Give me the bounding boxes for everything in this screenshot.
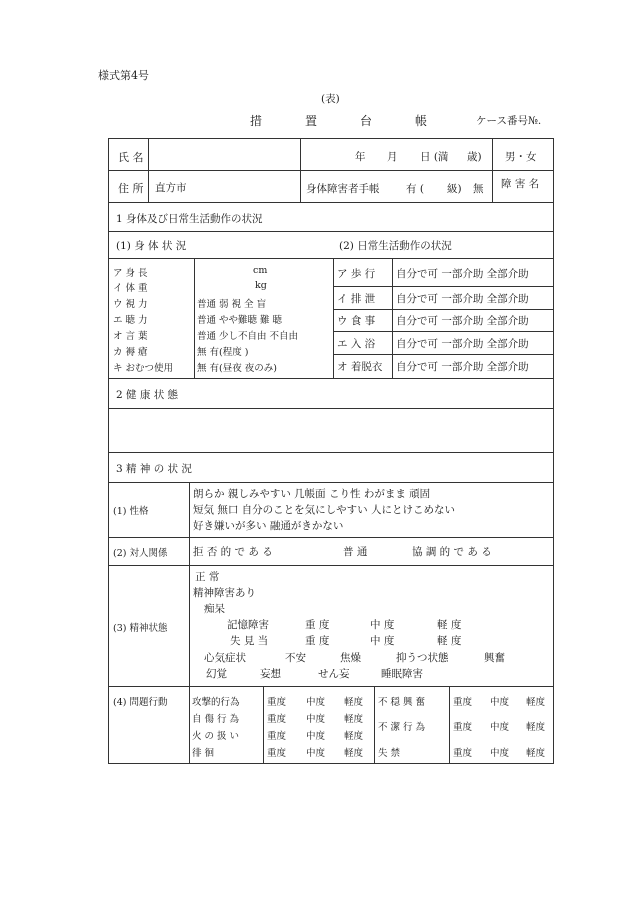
behavior-item: 自 傷 行 為 [192, 714, 240, 725]
behavior-item: 不 潔 行 為 [378, 722, 426, 733]
symptom-option[interactable]: 興奮 [484, 652, 505, 664]
section2-title: 2 健 康 状 態 [116, 389, 179, 401]
adl-heading: (2) 日常生活動作の状況 [339, 240, 452, 252]
severity-option[interactable]: 中 度 [370, 619, 395, 631]
level-option[interactable]: 中度 [490, 722, 510, 733]
level-option[interactable]: 重度 [453, 722, 473, 733]
physical-label: エ 聴 力 [113, 315, 148, 326]
address-value[interactable]: 直方市 [155, 182, 187, 194]
physical-label: オ 言 葉 [113, 331, 148, 342]
symptom-option[interactable]: 幻覚 [206, 668, 227, 680]
adl-options[interactable]: 自分で可 一部介助 全部介助 [396, 268, 529, 280]
disorientation-label: 失 見 当 [230, 635, 269, 647]
sex-option[interactable]: 男・女 [505, 151, 537, 163]
level-option[interactable]: 重度 [453, 697, 473, 708]
level-option[interactable]: 軽度 [344, 748, 364, 759]
health-status-field[interactable] [110, 410, 552, 450]
diaper-options[interactable]: 無 有(昼夜 夜のみ) [197, 363, 277, 374]
physical-label: イ 体 重 [113, 283, 148, 294]
adl-options[interactable]: 自分で可 一部介助 全部介助 [396, 361, 529, 373]
level-option[interactable]: 中度 [490, 748, 510, 759]
level-option[interactable]: 重度 [267, 748, 287, 759]
severity-option[interactable]: 重 度 [305, 635, 330, 647]
level-option[interactable]: 重度 [453, 748, 473, 759]
physical-label: カ 褥 瘡 [113, 347, 148, 358]
physical-status-heading: (1) 身 体 状 況 [116, 240, 187, 252]
handbook-none-option[interactable]: 無 [473, 183, 484, 195]
symptom-option[interactable]: 妄想 [260, 668, 281, 680]
behavior-label: (4) 問題行動 [113, 697, 168, 708]
behavior-item: 徘 徊 [192, 748, 215, 759]
symptom-option[interactable]: 抑うつ状態 [396, 652, 449, 664]
address-label: 住 所 [118, 182, 144, 195]
vision-options[interactable]: 普通 弱 視 全 盲 [197, 299, 267, 310]
symptom-option[interactable]: 不安 [285, 652, 306, 664]
adl-label: ア 歩 行 [337, 268, 376, 280]
level-option[interactable]: 重度 [267, 731, 287, 742]
relations-option-refusing[interactable]: 拒 否 的 で あ る [193, 546, 273, 558]
adl-label: ウ 食 事 [337, 315, 376, 327]
level-option[interactable]: 中度 [306, 748, 326, 759]
adl-options[interactable]: 自分で可 一部介助 全部介助 [396, 293, 529, 305]
mental-disorder-option[interactable]: 精神障害あり [193, 587, 256, 599]
severity-option[interactable]: 軽 度 [437, 635, 462, 647]
speech-options[interactable]: 普通 少し不自由 不自由 [197, 331, 299, 342]
level-option[interactable]: 軽度 [344, 697, 364, 708]
adl-options[interactable]: 自分で可 一部介助 全部介助 [396, 315, 529, 327]
weight-unit[interactable]: kg [255, 280, 267, 291]
section1-title: 1 身体及び日常生活動作の状況 [116, 213, 263, 225]
level-option[interactable]: 軽度 [526, 748, 546, 759]
severity-option[interactable]: 中 度 [370, 635, 395, 647]
handbook-has-option[interactable]: 有 ( [406, 183, 424, 195]
symptom-option[interactable]: 心気症状 [204, 652, 246, 664]
behavior-item: 火 の 扱 い [192, 731, 240, 742]
handbook-label: 身体障害者手帳 [306, 183, 380, 195]
form-number: 様式第4号 [98, 69, 149, 82]
symptom-option[interactable]: 焦燥 [340, 652, 361, 664]
personality-options[interactable]: 好き嫌いが多い 融通がきかない [193, 520, 344, 532]
handbook-grade: 級) [447, 183, 462, 195]
adl-label: イ 排 泄 [337, 293, 376, 305]
physical-label: ウ 視 力 [113, 299, 148, 310]
adl-label: オ 着脱衣 [337, 361, 383, 373]
form-side-label: (表) [321, 93, 340, 105]
bedsore-options[interactable]: 無 有(程度 ) [197, 347, 249, 358]
level-option[interactable]: 軽度 [526, 697, 546, 708]
severity-option[interactable]: 軽 度 [437, 619, 462, 631]
mental-state-label: (3) 精神状態 [113, 623, 168, 634]
level-option[interactable]: 軽度 [344, 731, 364, 742]
height-unit[interactable]: cm [253, 265, 268, 276]
level-option[interactable]: 中度 [306, 714, 326, 725]
level-option[interactable]: 重度 [267, 714, 287, 725]
physical-label: キ おむつ使用 [113, 363, 174, 374]
mental-normal-option[interactable]: 正 常 [195, 571, 220, 583]
section3-title: 3 精 神 の 状 況 [116, 463, 192, 475]
relations-option-normal[interactable]: 普 通 [343, 546, 368, 558]
behavior-item: 不 穏 興 奮 [378, 697, 426, 708]
personality-options[interactable]: 朗らか 親しみやすい 几帳面 こり性 わがまま 頑固 [193, 488, 431, 500]
case-number-label: ケース番号№. [476, 115, 542, 127]
symptom-option[interactable]: せん妄 [318, 668, 350, 680]
level-option[interactable]: 軽度 [526, 722, 546, 733]
hearing-options[interactable]: 普通 やや難聴 難 聴 [197, 315, 283, 326]
name-field[interactable] [150, 140, 298, 168]
personality-label: (1) 性格 [113, 506, 149, 517]
severity-option[interactable]: 重 度 [305, 619, 330, 631]
personality-options[interactable]: 短気 無口 自分のことを気にしやすい 人にとけこめない [193, 504, 456, 516]
level-option[interactable]: 軽度 [344, 714, 364, 725]
physical-label: ア 身 長 [113, 268, 148, 279]
adl-options[interactable]: 自分で可 一部介助 全部介助 [396, 338, 529, 350]
memory-impairment-label: 記憶障害 [227, 619, 269, 631]
level-option[interactable]: 重度 [267, 697, 287, 708]
name-label: 氏 名 [118, 151, 144, 164]
relations-label: (2) 対人関係 [113, 548, 168, 559]
relations-option-cooperative[interactable]: 協 調 的 で あ る [412, 546, 492, 558]
level-option[interactable]: 中度 [306, 697, 326, 708]
level-option[interactable]: 中度 [490, 697, 510, 708]
adl-label: エ 入 浴 [337, 338, 376, 350]
level-option[interactable]: 中度 [306, 731, 326, 742]
symptom-option[interactable]: 睡眠障害 [381, 668, 423, 680]
dementia-label: 痴呆 [204, 603, 225, 615]
behavior-item: 攻撃的行為 [192, 697, 240, 708]
disability-name-label: 障 害 名 [501, 178, 540, 190]
behavior-item: 失 禁 [378, 748, 401, 759]
